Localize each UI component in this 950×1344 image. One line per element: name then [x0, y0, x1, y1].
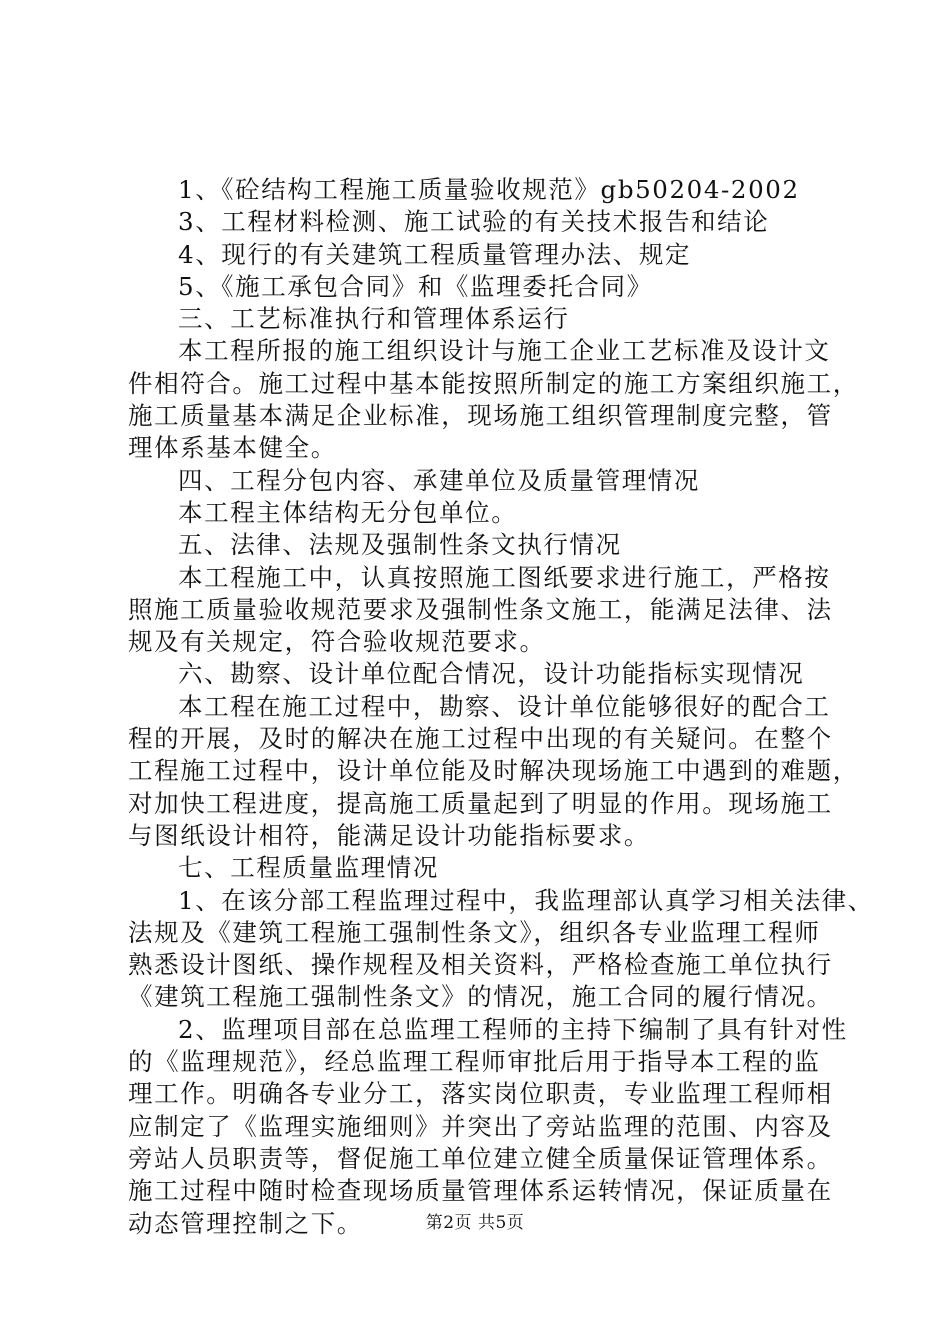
text-line: 本工程施工中，认真按照施工图纸要求进行施工，严格按 — [178, 562, 831, 592]
text-line: 理体系基本健全。 — [128, 433, 337, 463]
text-line: 施工过程中随时检查现场质量管理体系运转情况，保证质量在 — [128, 1176, 833, 1206]
document-body — [128, 174, 874, 1240]
text-line: 七、工程质量监理情况 — [178, 853, 439, 883]
text-line: 应制定了《监理实施细则》并突出了旁站监理的范围、内容及 — [128, 1111, 833, 1141]
text-line: 四、工程分包内容、承建单位及质量管理情况 — [178, 465, 700, 495]
text-line: 五、法律、法规及强制性条文执行情况 — [178, 530, 622, 560]
text-line: 件相符合。施工过程中基本能按照所制定的施工方案组织施工， — [128, 368, 859, 398]
text-line: 2、监理项目部在总监理工程师的主持下编制了具有针对性 — [178, 1014, 848, 1044]
text-line: 1、《砼结构工程施工质量验收规范》gb50204-2002 — [178, 175, 800, 204]
text-line: 工程施工过程中，设计单位能及时解决现场施工中遇到的难题， — [128, 756, 859, 786]
page-footer: 第2页 共5页 — [425, 1213, 525, 1233]
text-line: 本工程所报的施工组织设计与施工企业工艺标准及设计文 — [178, 336, 831, 366]
text-line: 本工程在施工过程中，勘察、设计单位能够很好的配合工 — [178, 691, 831, 721]
text-line: 4、现行的有关建筑工程质量管理办法、规定 — [178, 239, 692, 269]
text-line: 1、在该分部工程监理过程中，我监理部认真学习相关法律、 — [178, 885, 874, 915]
text-line: 对加快工程进度，提高施工质量起到了明显的作用。现场施工 — [128, 788, 833, 818]
text-line: 旁站人员职责等，督促施工单位建立健全质量保证管理体系。 — [128, 1143, 833, 1173]
text-line: 本工程主体结构无分包单位。 — [178, 497, 518, 527]
text-line: 法规及《建筑工程施工强制性条文》，组织各专业监理工程师 — [128, 917, 821, 947]
text-line: 照施工质量验收规范要求及强制性条文施工，能满足法律、法 — [128, 594, 833, 624]
text-line: 六、勘察、设计单位配合情况，设计功能指标实现情况 — [178, 659, 805, 689]
text-line: 三、工艺标准执行和管理体系运行 — [178, 304, 570, 334]
text-line: 规及有关规定，符合验收规范要求。 — [128, 627, 546, 657]
text-line: 施工质量基本满足企业标准，现场施工组织管理制度完整，管 — [128, 401, 833, 431]
text-line: 熟悉设计图纸、操作规程及相关资料，严格检查施工单位执行 — [128, 950, 833, 980]
text-line: 动态管理控制之下。 — [128, 1208, 363, 1238]
text-line: 程的开展，及时的解决在施工过程中出现的有关疑问。在整个 — [128, 724, 833, 754]
text-line: 理工作。明确各专业分工，落实岗位职责，专业监理工程师相 — [128, 1079, 833, 1109]
text-line: 5、《施工承包合同》和《监理委托合同》 — [178, 271, 653, 301]
text-line: 的《监理规范》，经总监理工程师审批后用于指导本工程的监 — [128, 1047, 821, 1077]
text-line: 与图纸设计相符，能满足设计功能指标要求。 — [128, 820, 650, 850]
text-line: 3、工程材料检测、施工试验的有关技术报告和结论 — [178, 207, 770, 237]
text-line: 《建筑工程施工强制性条文》的情况，施工合同的履行情况。 — [128, 982, 833, 1012]
